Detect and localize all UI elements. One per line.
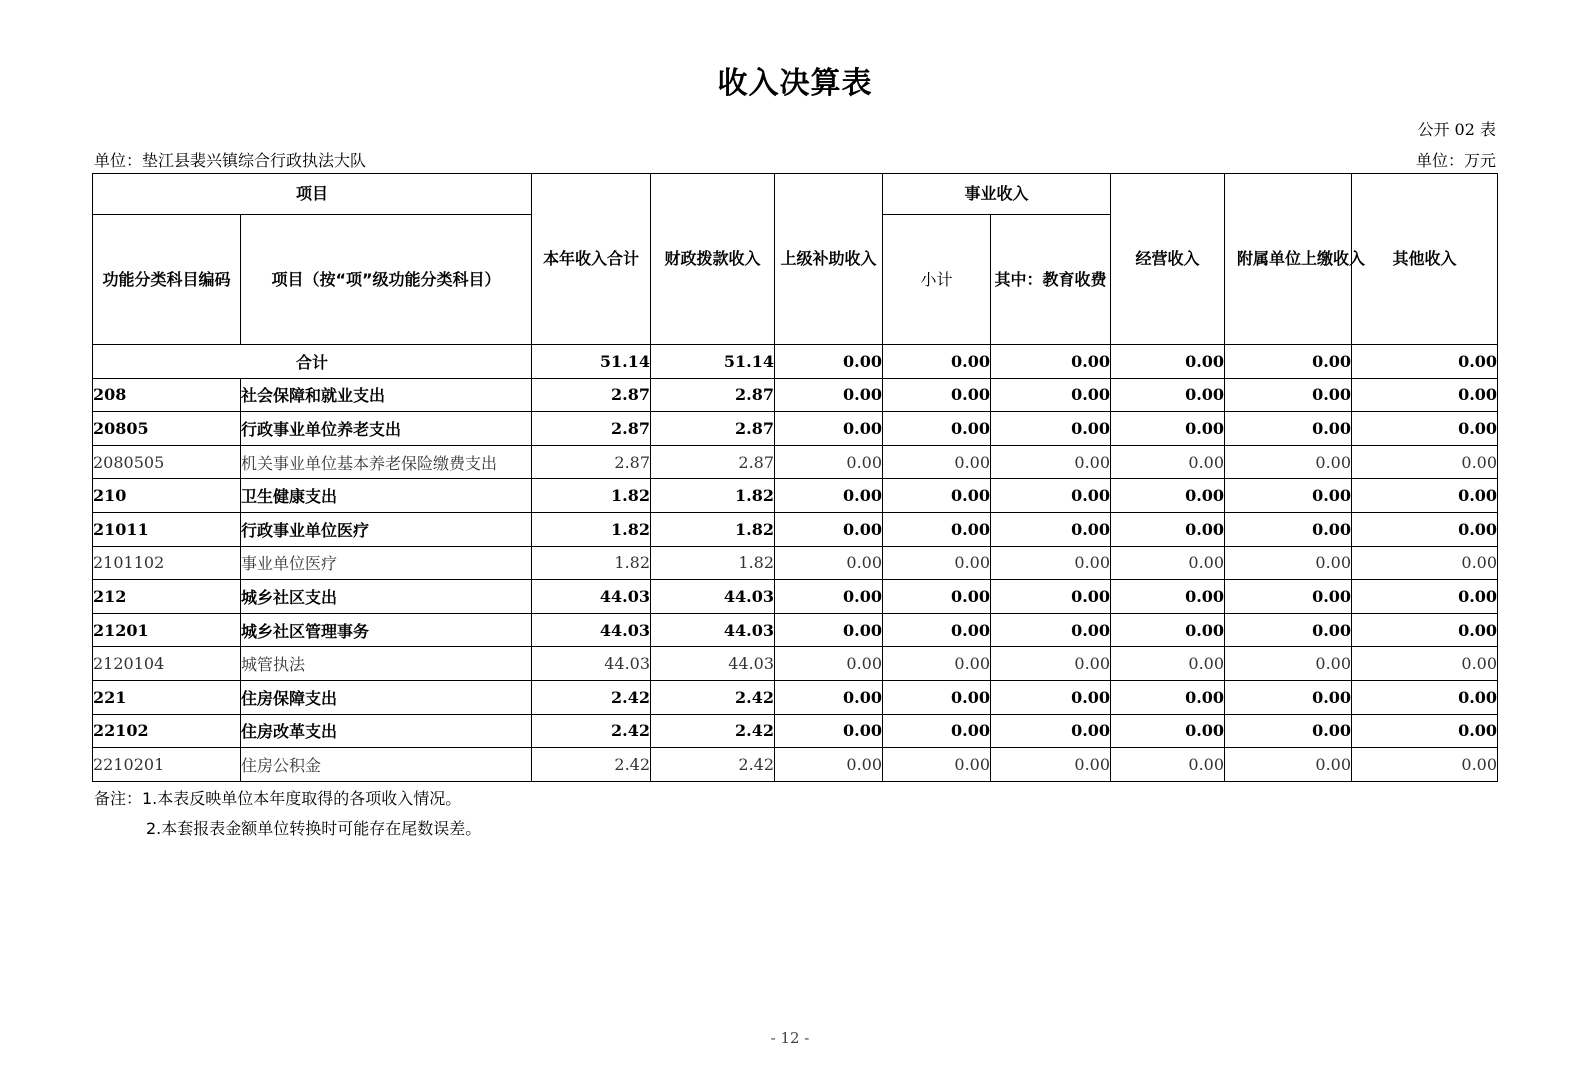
table-row: [93, 445, 1498, 479]
value-cell: 0.00: [883, 378, 991, 412]
table-row: [93, 714, 1498, 748]
value-cell: 0.00: [991, 412, 1111, 446]
value-cell: 0.00: [775, 647, 883, 681]
value-cell: 0.00: [1111, 613, 1225, 647]
value-cell: 0.00: [775, 748, 883, 782]
value-cell: 0.00: [1225, 512, 1352, 546]
value-cell: 0.00: [883, 580, 991, 614]
value-cell: 0.00: [1111, 680, 1225, 714]
value-cell: 0.00: [1352, 714, 1498, 748]
value-cell: 44.03: [651, 580, 775, 614]
value-cell: 0.00: [991, 748, 1111, 782]
total-cell: 0.00: [991, 345, 1111, 379]
table-row: [93, 546, 1498, 580]
value-cell: 0.00: [1111, 546, 1225, 580]
code-cell: 2120104: [93, 647, 241, 681]
value-cell: 2.87: [532, 378, 651, 412]
table-row: [93, 748, 1498, 782]
name-cell: 城乡社区管理事务: [241, 613, 532, 647]
name-cell: 卫生健康支出: [241, 479, 532, 513]
value-cell: 0.00: [1111, 412, 1225, 446]
value-cell: 0.00: [991, 479, 1111, 513]
value-cell: 0.00: [883, 680, 991, 714]
page-title: 收入决算表: [717, 66, 873, 101]
value-cell: 2.87: [651, 445, 775, 479]
value-cell: 0.00: [991, 647, 1111, 681]
total-row: [93, 345, 1498, 379]
value-cell: 0.00: [775, 479, 883, 513]
value-cell: 1.82: [651, 479, 775, 513]
value-cell: 0.00: [1352, 479, 1498, 513]
table-row: [93, 412, 1498, 446]
value-cell: 0.00: [991, 378, 1111, 412]
name-cell: 城乡社区支出: [241, 580, 532, 614]
header-total: 本年收入合计: [532, 174, 651, 345]
total-cell: 0.00: [883, 345, 991, 379]
table-body: [93, 345, 1498, 782]
note-line-1: 备注：1.本表反映单位本年度取得的各项收入情况。: [94, 789, 462, 808]
value-cell: 0.00: [775, 580, 883, 614]
value-cell: 0.00: [775, 412, 883, 446]
code-cell: 2080505: [93, 445, 241, 479]
code-cell: 210: [93, 479, 241, 513]
name-cell: 城管执法: [241, 647, 532, 681]
total-cell: 51.14: [532, 345, 651, 379]
value-cell: 0.00: [775, 613, 883, 647]
header-other: 其他收入: [1352, 174, 1498, 345]
value-cell: 0.00: [991, 714, 1111, 748]
total-cell: 51.14: [651, 345, 775, 379]
value-cell: 0.00: [1352, 546, 1498, 580]
header-name: 项目（按“项”级功能分类科目）: [241, 215, 532, 345]
header-fiscal: 财政拨款收入: [651, 174, 775, 345]
header-business: 事业收入: [883, 174, 1111, 215]
note-line-2: 2.本套报表金额单位转换时可能存在尾数误差。: [146, 819, 482, 838]
value-cell: 0.00: [1111, 647, 1225, 681]
unit-organization: 单位：垫江县裴兴镇综合行政执法大队: [94, 151, 367, 170]
value-cell: 0.00: [991, 680, 1111, 714]
value-cell: 1.82: [532, 479, 651, 513]
value-cell: 0.00: [1225, 479, 1352, 513]
value-cell: 0.00: [1225, 714, 1352, 748]
value-cell: 0.00: [883, 613, 991, 647]
name-cell: 住房改革支出: [241, 714, 532, 748]
header-edu: 其中：教育收费: [991, 215, 1111, 345]
value-cell: 0.00: [1352, 748, 1498, 782]
total-cell: 0.00: [775, 345, 883, 379]
value-cell: 0.00: [1225, 647, 1352, 681]
header-superior: 上级补助收入: [775, 174, 883, 345]
value-cell: 2.42: [651, 748, 775, 782]
value-cell: 0.00: [1225, 445, 1352, 479]
value-cell: 2.42: [532, 748, 651, 782]
value-cell: 0.00: [1225, 680, 1352, 714]
value-cell: 0.00: [991, 580, 1111, 614]
value-cell: 0.00: [991, 546, 1111, 580]
name-cell: 事业单位医疗: [241, 546, 532, 580]
value-cell: 0.00: [1111, 445, 1225, 479]
value-cell: 0.00: [883, 412, 991, 446]
table-row: [93, 479, 1498, 513]
header-affiliated: 附属单位上缴收入: [1225, 174, 1352, 345]
value-cell: 2.87: [532, 445, 651, 479]
value-cell: 2.87: [532, 412, 651, 446]
value-cell: 1.82: [532, 512, 651, 546]
value-cell: 0.00: [883, 714, 991, 748]
value-cell: 2.87: [651, 412, 775, 446]
value-cell: 0.00: [883, 512, 991, 546]
value-cell: 0.00: [991, 613, 1111, 647]
value-cell: 0.00: [775, 512, 883, 546]
value-cell: 0.00: [1111, 512, 1225, 546]
name-cell: 机关事业单位基本养老保险缴费支出: [241, 445, 532, 479]
form-number: 公开 02 表: [1417, 120, 1496, 139]
value-cell: 0.00: [883, 546, 991, 580]
value-cell: 44.03: [651, 613, 775, 647]
header-code: 功能分类科目编码: [93, 215, 241, 345]
value-cell: 2.42: [532, 714, 651, 748]
value-cell: 0.00: [991, 512, 1111, 546]
code-cell: 22102: [93, 714, 241, 748]
value-cell: 44.03: [651, 647, 775, 681]
name-cell: 行政事业单位养老支出: [241, 412, 532, 446]
value-cell: 2.42: [651, 714, 775, 748]
header-subtotal: 小计: [883, 215, 991, 345]
code-cell: 21201: [93, 613, 241, 647]
value-cell: 0.00: [1111, 479, 1225, 513]
table-row: [93, 512, 1498, 546]
value-cell: 0.00: [1111, 714, 1225, 748]
value-cell: 1.82: [651, 512, 775, 546]
name-cell: 住房公积金: [241, 748, 532, 782]
income-table: [92, 173, 1498, 782]
value-cell: 0.00: [1225, 546, 1352, 580]
value-cell: 0.00: [1225, 580, 1352, 614]
value-cell: 0.00: [883, 479, 991, 513]
table-row: [93, 680, 1498, 714]
value-cell: 0.00: [1352, 378, 1498, 412]
code-cell: 221: [93, 680, 241, 714]
code-cell: 20805: [93, 412, 241, 446]
value-cell: 0.00: [1352, 580, 1498, 614]
value-cell: 0.00: [1225, 613, 1352, 647]
value-cell: 0.00: [883, 445, 991, 479]
value-cell: 0.00: [1111, 748, 1225, 782]
total-cell: 0.00: [1225, 345, 1352, 379]
code-cell: 21011: [93, 512, 241, 546]
value-cell: 0.00: [883, 748, 991, 782]
value-cell: 0.00: [1352, 512, 1498, 546]
value-cell: 0.00: [775, 546, 883, 580]
value-cell: 0.00: [1111, 378, 1225, 412]
value-cell: 0.00: [1225, 748, 1352, 782]
table-row: [93, 613, 1498, 647]
value-cell: 0.00: [775, 714, 883, 748]
value-cell: 1.82: [651, 546, 775, 580]
code-cell: 2101102: [93, 546, 241, 580]
value-cell: 44.03: [532, 647, 651, 681]
table-row: [93, 580, 1498, 614]
value-cell: 2.42: [532, 680, 651, 714]
unit-currency: 单位：万元: [1415, 151, 1496, 170]
table-row: [93, 647, 1498, 681]
value-cell: 0.00: [1352, 680, 1498, 714]
value-cell: 2.87: [651, 378, 775, 412]
table-header: [93, 174, 1498, 345]
code-cell: 2210201: [93, 748, 241, 782]
code-cell: 208: [93, 378, 241, 412]
value-cell: 0.00: [1225, 412, 1352, 446]
value-cell: 0.00: [1111, 580, 1225, 614]
header-project: 项目: [93, 174, 532, 215]
total-cell: 0.00: [1111, 345, 1225, 379]
code-cell: 212: [93, 580, 241, 614]
value-cell: 0.00: [1352, 445, 1498, 479]
name-cell: 社会保障和就业支出: [241, 378, 532, 412]
value-cell: 44.03: [532, 580, 651, 614]
total-cell: 0.00: [1352, 345, 1498, 379]
value-cell: 0.00: [775, 445, 883, 479]
value-cell: 2.42: [651, 680, 775, 714]
value-cell: 0.00: [1352, 613, 1498, 647]
name-cell: 行政事业单位医疗: [241, 512, 532, 546]
value-cell: 0.00: [775, 680, 883, 714]
page-number: - 12 -: [770, 1029, 810, 1047]
value-cell: 44.03: [532, 613, 651, 647]
value-cell: 0.00: [1352, 412, 1498, 446]
value-cell: 0.00: [1352, 647, 1498, 681]
value-cell: 0.00: [883, 647, 991, 681]
total-label: 合计: [93, 345, 532, 379]
value-cell: 0.00: [1225, 378, 1352, 412]
name-cell: 住房保障支出: [241, 680, 532, 714]
value-cell: 0.00: [991, 445, 1111, 479]
table-row: [93, 378, 1498, 412]
value-cell: 0.00: [775, 378, 883, 412]
value-cell: 1.82: [532, 546, 651, 580]
header-operating: 经营收入: [1111, 174, 1225, 345]
